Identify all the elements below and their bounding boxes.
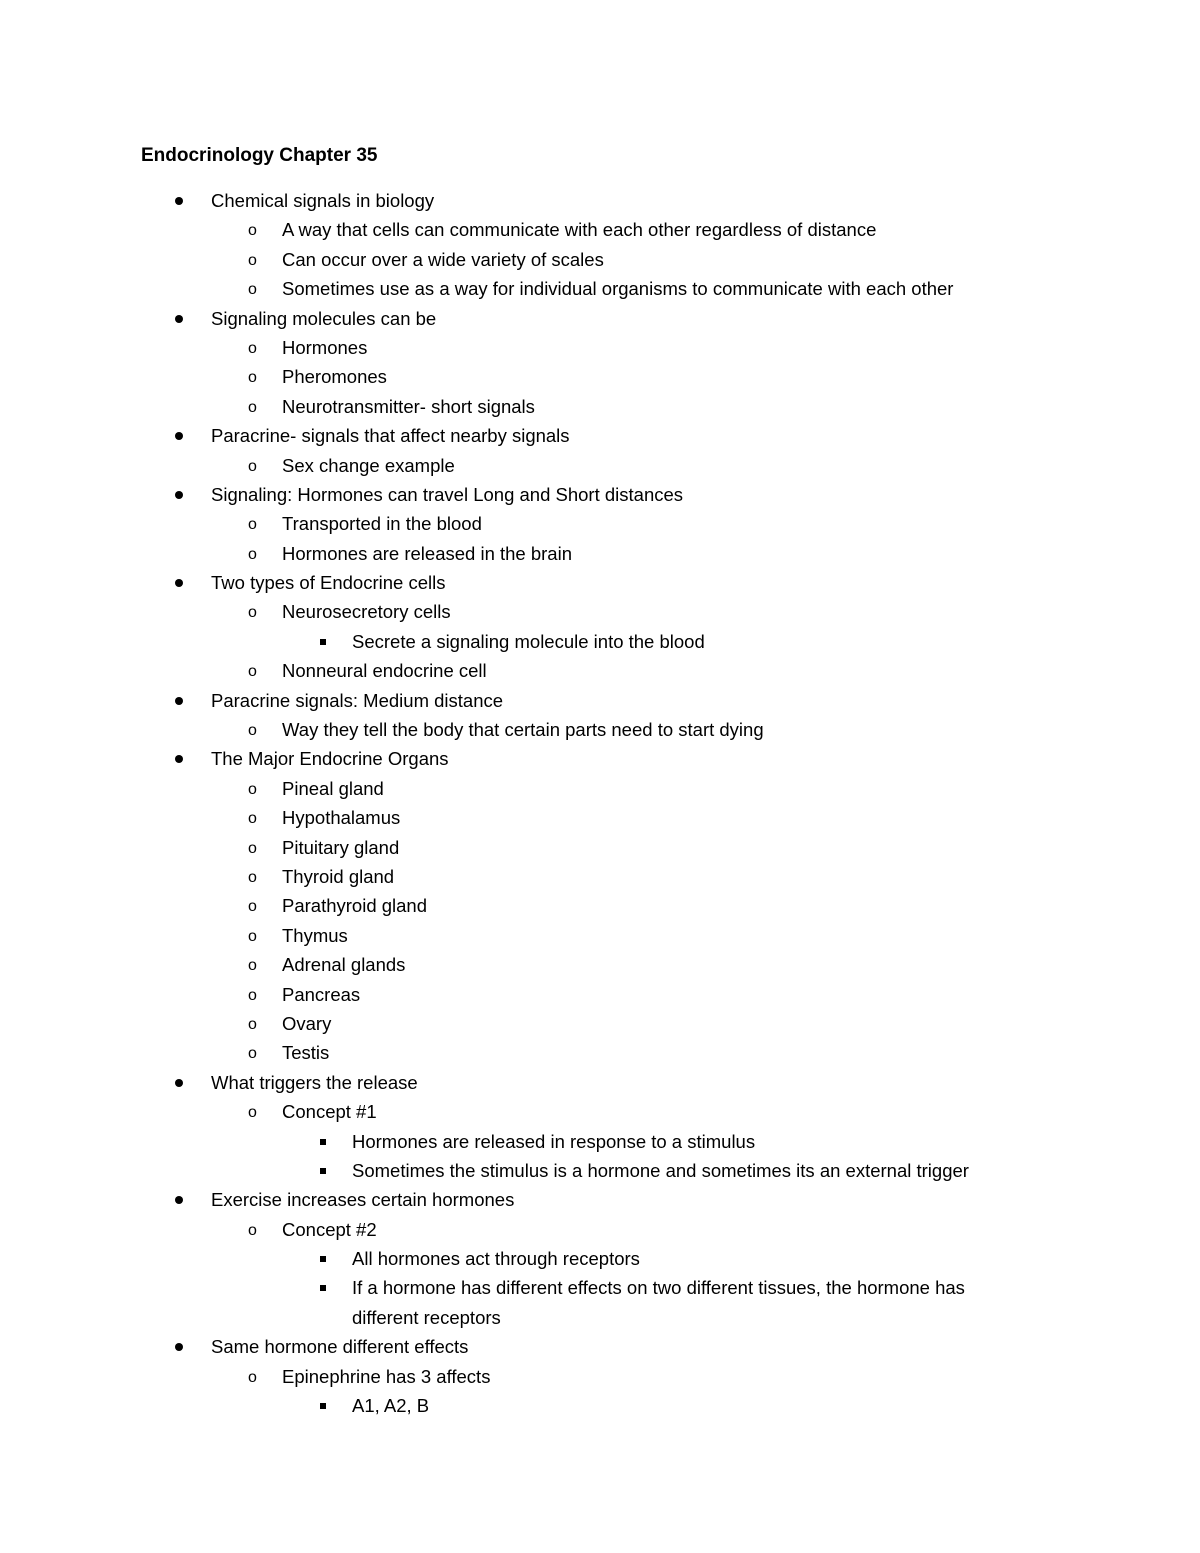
list-item-level-1 [0, 715, 1200, 744]
document-title: Endocrinology Chapter 35 [141, 145, 378, 166]
bullet-circle-icon: o [248, 839, 257, 857]
list-item-text: Signaling molecules can be [211, 307, 437, 329]
bullet-circle-icon: o [248, 398, 257, 416]
list-item-level-1 [0, 1362, 1200, 1391]
list-item-level-2 [0, 627, 1200, 656]
bullet-square-icon [317, 1391, 331, 1420]
list-item-text: Ovary [282, 1012, 332, 1034]
list-item-level-1 [0, 274, 1200, 303]
list-item-text: Adrenal glands [282, 954, 406, 976]
list-item-level-0 [0, 186, 1200, 215]
list-item-level-2 [0, 1127, 1200, 1156]
bullet-disc-icon [172, 304, 186, 333]
list-item-text: Concept #1 [282, 1101, 377, 1123]
list-item-text: Exercise increases certain hormones [211, 1189, 515, 1211]
bullet-circle-icon: o [248, 780, 257, 798]
list-item-level-0 [0, 421, 1200, 450]
list-item-text: Hormones are released in response to a stimulus [352, 1130, 756, 1152]
bullet-circle-icon: o [248, 957, 257, 975]
bullet-circle-icon: o [248, 868, 257, 886]
list-item-level-1 [0, 803, 1200, 832]
list-item-text: The Major Endocrine Organs [211, 748, 449, 770]
bullet-circle-icon: o [248, 457, 257, 475]
list-item-text: Two types of Endocrine cells [211, 572, 446, 594]
list-item-level-1 [0, 509, 1200, 538]
list-item-text: Pheromones [282, 366, 387, 388]
list-item-level-1 [0, 362, 1200, 391]
bullet-circle-icon: o [248, 281, 257, 299]
list-item-text: Neurosecretory cells [282, 601, 451, 623]
list-item-level-1 [0, 1097, 1200, 1126]
list-item-text: A1, A2, B [352, 1395, 430, 1417]
list-item-text: Chemical signals in biology [211, 190, 435, 211]
list-item-level-1 [0, 1009, 1200, 1038]
bullet-disc-icon [172, 744, 186, 773]
list-item-text: Thyroid gland [282, 865, 395, 887]
bullet-disc-icon [172, 421, 186, 450]
list-item-text: Way they tell the body that certain parts need to start dying [282, 719, 764, 741]
bullet-square-icon [317, 1156, 331, 1185]
list-item-text: Sex change example [282, 454, 455, 476]
list-item-text: Pancreas [282, 983, 361, 1005]
list-item-level-2 [0, 1244, 1200, 1273]
list-item-level-1 [0, 451, 1200, 480]
bullet-circle-icon: o [248, 339, 257, 357]
list-item-text: All hormones act through receptors [352, 1248, 640, 1270]
bullet-circle-icon: o [248, 369, 257, 387]
list-item-level-2 [0, 1391, 1200, 1420]
list-item-level-1 [0, 539, 1200, 568]
list-item-level-1 [0, 1215, 1200, 1244]
list-item-level-1 [0, 656, 1200, 685]
list-item-text-continuation: different receptors [352, 1306, 501, 1328]
bullet-circle-icon: o [248, 1045, 257, 1063]
list-item-level-1 [0, 392, 1200, 421]
list-item-text: Signaling: Hormones can travel Long and Short distances [211, 483, 684, 505]
list-item-level-1 [0, 774, 1200, 803]
list-item-level-0 [0, 1068, 1200, 1097]
bullet-disc-icon [172, 568, 186, 597]
bullet-disc-icon [172, 186, 186, 215]
bullet-disc-icon [172, 686, 186, 715]
list-item-level-1 [0, 862, 1200, 891]
bullet-disc-icon [172, 480, 186, 509]
bullet-circle-icon: o [248, 927, 257, 945]
list-item-level-1 [0, 921, 1200, 950]
list-item-level-1 [0, 891, 1200, 920]
list-item-text: Transported in the blood [282, 513, 482, 535]
list-item-text: Epinephrine has 3 affects [282, 1365, 491, 1387]
bullet-circle-icon: o [248, 604, 257, 622]
list-item-text: Parathyroid gland [282, 895, 428, 917]
list-item-text: Paracrine signals: Medium distance [211, 689, 504, 711]
bullet-disc-icon [172, 1068, 186, 1097]
list-item-level-0 [0, 568, 1200, 597]
list-item-level-0 [0, 1332, 1200, 1361]
list-item-level-2 [0, 1156, 1200, 1185]
bullet-circle-icon: o [248, 251, 257, 269]
bullet-circle-icon: o [248, 810, 257, 828]
list-item-level-1 [0, 245, 1200, 274]
list-item-level-1 [0, 215, 1200, 244]
bullet-circle-icon: o [248, 516, 257, 534]
bullet-circle-icon: o [248, 1104, 257, 1122]
bullet-circle-icon: o [248, 663, 257, 681]
bullet-circle-icon: o [248, 986, 257, 1004]
bullet-circle-icon: o [248, 1015, 257, 1033]
list-item-level-1 [0, 1038, 1200, 1067]
bullet-square-icon [317, 1244, 331, 1273]
list-item-text: Hypothalamus [282, 807, 401, 829]
list-item-text: Pineal gland [282, 777, 384, 799]
list-item-text: Hormones are released in the brain [282, 542, 572, 564]
bullet-square-icon [317, 627, 331, 656]
bullet-circle-icon: o [248, 722, 257, 740]
bullet-circle-icon: o [248, 1221, 257, 1239]
list-item-text: If a hormone has different effects on two different tissues, the hormone has [352, 1277, 965, 1299]
list-item-continuation [0, 1303, 1200, 1332]
list-item-level-1 [0, 980, 1200, 1009]
notes-outline [0, 186, 1200, 1420]
list-item-text: Sometimes the stimulus is a hormone and sometimes its an external trigger [352, 1159, 969, 1181]
list-item-text: Thymus [282, 924, 348, 946]
list-item-text: Pituitary gland [282, 836, 400, 858]
list-item-text: Testis [282, 1042, 330, 1064]
list-item-level-0 [0, 480, 1200, 509]
list-item-text: Neurotransmitter- short signals [282, 395, 535, 417]
bullet-circle-icon: o [248, 222, 257, 240]
list-item-level-0 [0, 686, 1200, 715]
list-item-text: Hormones [282, 336, 368, 358]
list-item-level-1 [0, 950, 1200, 979]
list-item-text: Concept #2 [282, 1218, 377, 1240]
list-item-level-0 [0, 1185, 1200, 1214]
bullet-circle-icon: o [248, 898, 257, 916]
list-item-text: Same hormone different effects [211, 1336, 469, 1358]
list-item-level-1 [0, 597, 1200, 626]
list-item-text: Nonneural endocrine cell [282, 660, 487, 682]
list-item-level-1 [0, 833, 1200, 862]
list-item-text: Secrete a signaling molecule into the blood [352, 630, 705, 652]
bullet-disc-icon [172, 1332, 186, 1361]
list-item-text: Sometimes use as a way for individual organisms to communicate with each other [282, 278, 954, 300]
list-item-text: What triggers the release [211, 1071, 418, 1093]
list-item-level-2 [0, 1273, 1200, 1302]
list-item-text: A way that cells can communicate with each other regardless of distance [282, 219, 877, 241]
bullet-square-icon [317, 1273, 331, 1302]
bullet-circle-icon: o [248, 545, 257, 563]
list-item-text: Paracrine- signals that affect nearby signals [211, 425, 570, 447]
list-item-level-1 [0, 333, 1200, 362]
list-item-text: Can occur over a wide variety of scales [282, 248, 604, 270]
bullet-square-icon [317, 1127, 331, 1156]
list-item-level-0 [0, 304, 1200, 333]
list-item-level-0 [0, 744, 1200, 773]
bullet-disc-icon [172, 1185, 186, 1214]
bullet-circle-icon: o [248, 1368, 257, 1386]
